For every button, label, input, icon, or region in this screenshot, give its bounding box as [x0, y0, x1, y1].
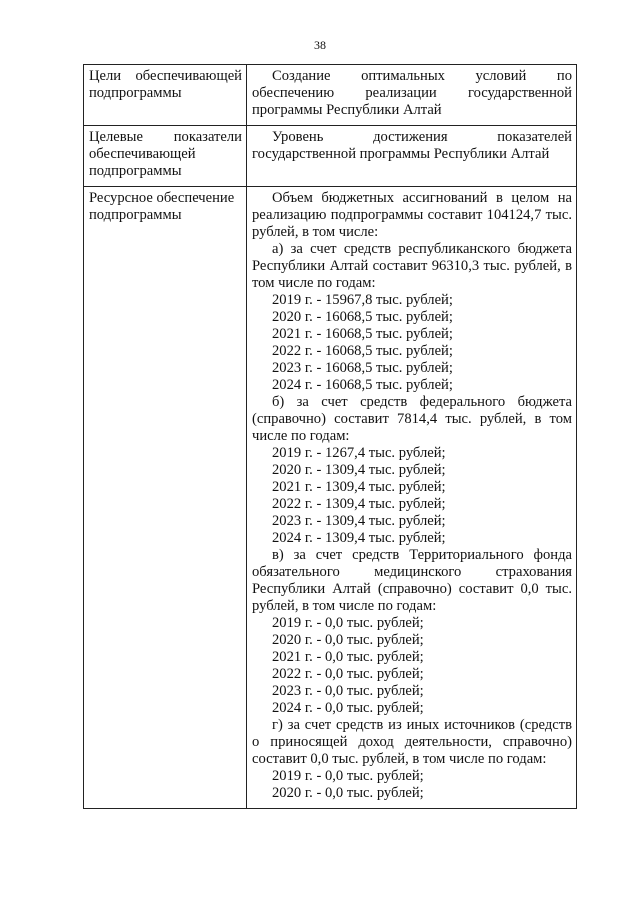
section-a-year-2021: 2021 г. - 16068,5 тыс. рублей;	[272, 326, 453, 342]
section-g-text: г) за счет средств из иных источников (средств о приносящей доход деятельности, справочно) составит 0,0 тыс. рублей, в том числе по годам:	[252, 717, 572, 767]
section-b-year-2019: 2019 г. - 1267,4 тыс. рублей;	[272, 445, 446, 461]
row-label-goals: Цели обеспечивающей подпрограммы	[84, 65, 247, 126]
section-v-year-2023: 2023 г. - 0,0 тыс. рублей;	[272, 683, 424, 699]
section-a-year-2023: 2023 г. - 16068,5 тыс. рублей;	[272, 360, 453, 376]
section-b-year-2023: 2023 г. - 1309,4 тыс. рублей;	[272, 513, 446, 529]
row-content-goals: Создание оптимальных условий по обеспечению реализации государственной программы Республики Алтай	[247, 65, 577, 126]
table-row-resources	[84, 187, 577, 809]
section-b-year-2020: 2020 г. - 1309,4 тыс. рублей;	[272, 462, 446, 478]
section-v-year-2020: 2020 г. - 0,0 тыс. рублей;	[272, 632, 424, 648]
section-g-year-2020: 2020 г. - 0,0 тыс. рублей;	[272, 785, 424, 801]
table-row-goals	[84, 65, 577, 126]
page-number: 38	[314, 38, 326, 52]
row-label-indicators: Целевые показатели обеспечивающей подпрограммы	[84, 126, 247, 187]
section-a-year-2022: 2022 г. - 16068,5 тыс. рублей;	[272, 343, 453, 359]
section-a-year-2024: 2024 г. - 16068,5 тыс. рублей;	[272, 377, 453, 393]
section-b-text: б) за счет средств федерального бюджета (справочно) составит 7814,4 тыс. рублей, в том числе по годам:	[252, 394, 572, 444]
section-a-text: а) за счет средств республиканского бюджета Республики Алтай составит 96310,3 тыс. рублей, в том числе по годам:	[252, 241, 572, 291]
table-row-indicators	[84, 126, 577, 187]
section-v-year-2019: 2019 г. - 0,0 тыс. рублей;	[272, 615, 424, 631]
section-v-year-2024: 2024 г. - 0,0 тыс. рублей;	[272, 700, 424, 716]
section-a-year-2020: 2020 г. - 16068,5 тыс. рублей;	[272, 309, 453, 325]
passport-table	[83, 64, 577, 809]
row-label-resources: Ресурсное обеспечение подпрограммы	[84, 187, 247, 809]
row-content-indicators: Уровень достижения показателей государственной программы Республики Алтай	[247, 126, 577, 187]
section-b-year-2021: 2021 г. - 1309,4 тыс. рублей;	[272, 479, 446, 495]
section-a-year-2019: 2019 г. - 15967,8 тыс. рублей;	[272, 292, 453, 308]
section-b-year-2022: 2022 г. - 1309,4 тыс. рублей;	[272, 496, 446, 512]
section-b-year-2024: 2024 г. - 1309,4 тыс. рублей;	[272, 530, 446, 546]
row-content-resources	[247, 187, 577, 809]
section-g-year-2019: 2019 г. - 0,0 тыс. рублей;	[272, 768, 424, 784]
section-v-text: в) за счет средств Территориального фонда обязательного медицинского страхования Республики Алтай (справочно) составит 0,0 тыс. рублей, в том числе по годам:	[252, 547, 572, 614]
resources-intro: Объем бюджетных ассигнований в целом на реализацию подпрограммы составит 104124,7 тыс. рублей, в том числе:	[252, 190, 572, 240]
section-v-year-2022: 2022 г. - 0,0 тыс. рублей;	[272, 666, 424, 682]
section-v-year-2021: 2021 г. - 0,0 тыс. рублей;	[272, 649, 424, 665]
